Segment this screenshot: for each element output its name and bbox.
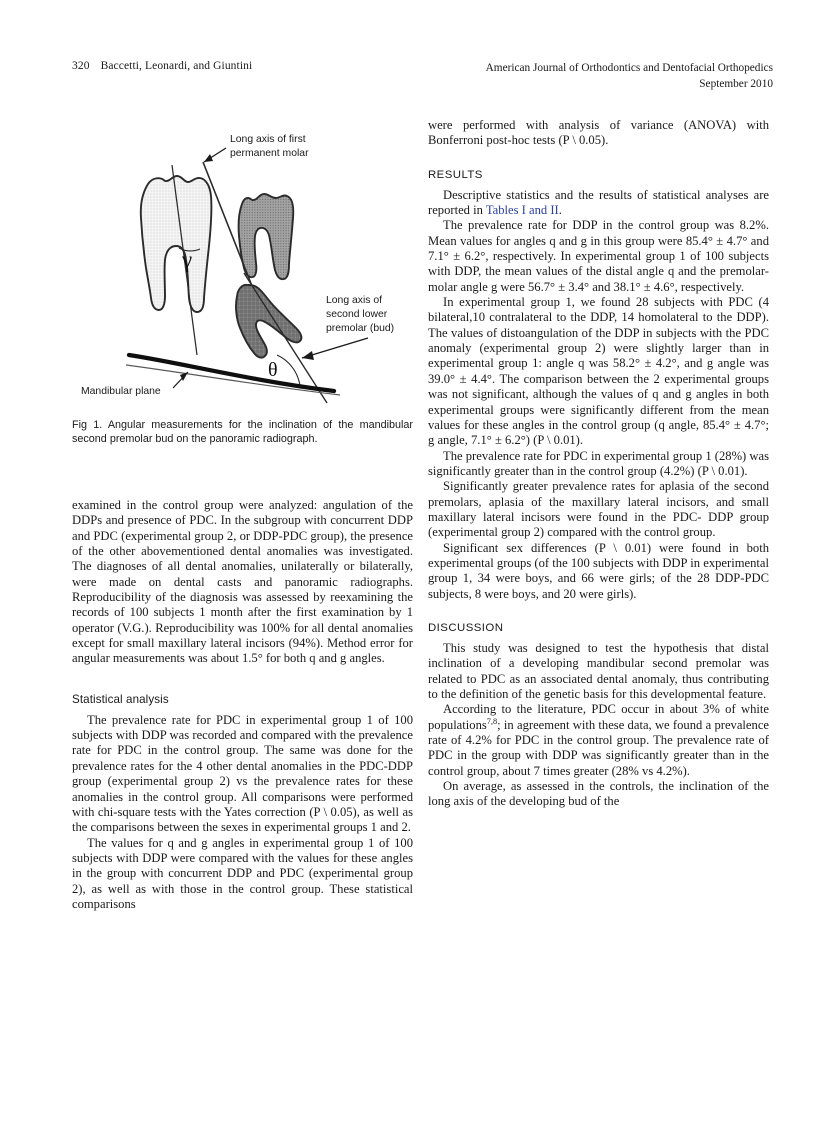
right-paragraph-1: were performed with analysis of variance (ANOVA) with Bonferroni post-hoc tests (P \ 0.05). [428, 118, 769, 148]
theta-symbol-text: θ [268, 359, 278, 381]
left-paragraph-3: The values for q and g angles in experimental group 1 of 100 subjects with DDP were compared with the values for these angles in the group with concurrent DDP and PDC (experimental group 2), as well as with those in the control group. These statistical comparisons [72, 835, 413, 911]
left-column [72, 498, 413, 912]
right-paragraph-9-pre: According to the literature, PDC occur in about 3% of white populations [428, 702, 769, 732]
right-paragraph-7: Significant sex differences (P \ 0.01) were found in both experimental groups (of the 100 subjects with DDP in experimental group 1, 34 were boys, and 66 were girls; of the 28 DDP-PDC subjects, 8 were boys, and 20 were girls). [428, 540, 769, 601]
running-head [72, 60, 773, 104]
issue-date: September 2010 [699, 78, 773, 90]
tables-crossref-link[interactable]: Tables I and II [485, 203, 559, 218]
right-paragraph-10: On average, as assessed in the controls, the inclination of the long axis of the developing bud of the [428, 779, 769, 809]
label-second-premolar-axis [302, 295, 394, 360]
authors-line: Baccetti, Leonardi, and Giuntini [100, 60, 253, 72]
figure-1 [72, 118, 413, 446]
journal-title: American Journal of Orthodontics and Dentofacial Orthopedics [485, 62, 773, 74]
svg-text:Mandibular plane: Mandibular plane [81, 386, 161, 397]
gamma-symbol-text: γ [182, 247, 193, 272]
svg-text:premolar (bud): premolar (bud) [326, 323, 395, 334]
right-paragraph-2 [428, 188, 769, 219]
right-paragraph-2-post: . [558, 203, 562, 218]
svg-text:permanent molar: permanent molar [230, 148, 309, 159]
label-first-molar-axis [204, 134, 309, 162]
left-paragraph-1: examined in the control group were analyzed: angulation of the DDPs and presence of PDC. In the subgroup with concurrent DDP and PDC (experimental group 2, or DDP-PDC group), the presence of the other abovementioned dental anomalies was investigated. The diagnoses of all dental anomalies, unilaterally or bilaterally, were made on dental casts and panoramic radiographs. Reproducibility of the diagnosis was assessed by reexamining the records of 100 subjects 1 month after the first examination by 1 operator (V.G.). Reproducibility was 100% for all dental anomalies except for small maxillary lateral incisors (94%). Method error for angular measurements was about 1.5° for both q and g angles. [72, 498, 413, 666]
svg-text:second lower: second lower [326, 309, 388, 320]
right-paragraph-5: The prevalence rate for PDC in experimental group 1 (28%) was significantly greater than in the control group (4.2%) (P \ 0.01). [428, 448, 769, 478]
svg-text:Long axis of first: Long axis of first [230, 134, 306, 145]
svg-text:Long axis of: Long axis of [326, 295, 383, 306]
page-number: 320 [72, 60, 90, 72]
right-column [428, 118, 769, 810]
heading-results: RESULTS [428, 168, 483, 181]
adjacent-molar-tooth [239, 194, 294, 279]
figure-1-caption: Fig 1. Angular measurements for the inclination of the mandibular second premolar bud on the panoramic radiograph. [72, 419, 413, 446]
running-head-right [486, 60, 773, 92]
right-paragraph-9-post: ; in agreement with these data, we found a prevalence rate of 4.2% for PDC in the control group. The prevalence rate of PDC in the group with DDP was significantly greater than in the control group, about 7 times greater (28% vs 4.2%). [428, 717, 769, 778]
left-paragraph-2: The prevalence rate for PDC in experimental group 1 of 100 subjects with DDP was recorded and compared with the prevalence rate for PDC in the control group. The same was done for the prevalence rates for the 4 other dental anomalies in the PDC-DDP group (experimental group 2) vs the prevalence rates for these anomalies in the control group. All comparisons were performed with chi-square tests with the Yates correction (P \ 0.05), as well as the comparisons between the sexes in experimental groups 1 and 2. [72, 712, 413, 835]
right-paragraph-3: The prevalence rate for DDP in the control group was 8.2%. Mean values for angles q and g in this group were 85.4° ± 4.7° and 7.1° ± 6.2°, respectively. In experimental group 1 of 100 subjects with DDP, the mean values of the distal angle q and the premolar-molar angle g were 56.7° ± 3.4° and 38.1° ± 4.6°, respectively. [428, 218, 769, 294]
heading-statistical-analysis: Statistical analysis [72, 692, 169, 706]
right-paragraph-8: This study was designed to test the hypothesis that distal inclination of a developing mandibular second premolar was related to PDC as an associated dental anomaly, thus contributing to the definition of the genetic basis for this developmental feature. [428, 640, 769, 701]
right-paragraph-6: Significantly greater prevalence rates for aplasia of the second premolars, aplasia of the maxillary lateral incisors, and small maxillary lateral incisors were found in the PDC- DDP group (experimental group 2) compared with the control group. [428, 479, 769, 540]
right-paragraph-4: In experimental group 1, we found 28 subjects with PDC (4 bilateral,10 contralateral to the DDP, 14 homolateral to the DDP). The values of distoangulation of the DDP in subjects with the PDC anomaly (experimental group 2) were slightly larger than in experimental group 1: angle q was 58.2° ± 4.2°, and g angle was 39.0° ± 4.4°. The comparison between the 2 experimental groups was not significant, although the values of q and g angles in both experimental groups were significantly different from the mean values for these angles in the control group (q angle, 85.4° ± 4.7°; g angle, 7.1° ± 6.2°) (P \ 0.01). [428, 295, 769, 448]
right-paragraph-9 [428, 702, 769, 779]
running-head-left [72, 60, 252, 72]
reference-superscript-7-8[interactable]: 7,8 [486, 716, 498, 726]
label-mandibular-plane [81, 372, 188, 397]
right-paragraph-2-pre: Descriptive statistics and the results of statistical analyses are reported in [428, 187, 769, 218]
heading-discussion: DISCUSSION [428, 621, 504, 634]
figure-1-illustration [72, 118, 413, 410]
